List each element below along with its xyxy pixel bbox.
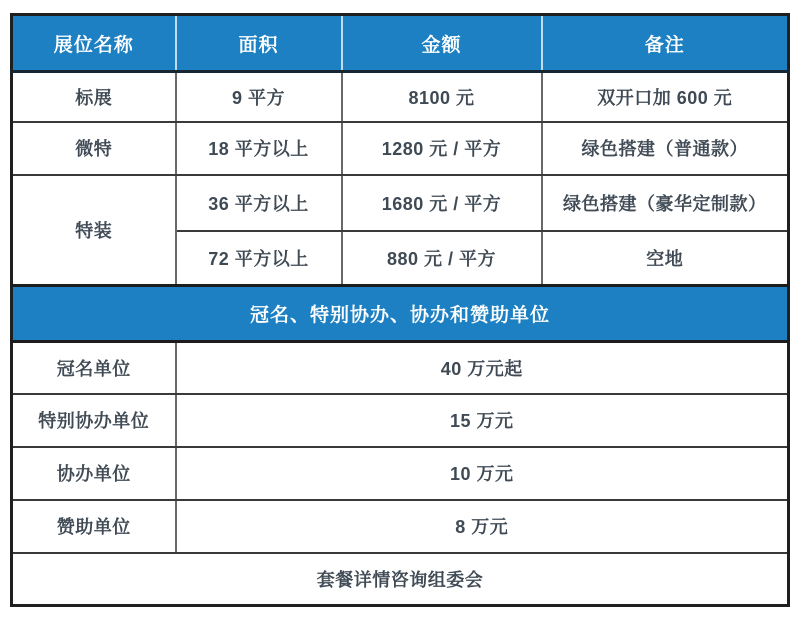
area-cell: 72 平方以上 <box>176 231 342 286</box>
note-cell: 双开口加 600 元 <box>542 72 789 122</box>
booth-row <box>12 122 789 175</box>
note-cell: 绿色搭建（普通款） <box>542 122 789 175</box>
header-cell-note: 备注 <box>542 15 789 72</box>
sponsor-value-cell: 15 万元 <box>176 394 789 447</box>
price-cell: 1280 元 / 平方 <box>342 122 542 175</box>
area-cell: 18 平方以上 <box>176 122 342 175</box>
pricing-table <box>10 13 790 607</box>
sponsor-row <box>12 447 789 500</box>
header-cell-booth: 展位名称 <box>12 15 176 72</box>
header-row <box>12 15 789 72</box>
sponsor-row <box>12 342 789 394</box>
price-cell: 8100 元 <box>342 72 542 122</box>
note-cell: 空地 <box>542 231 789 286</box>
sponsor-value-cell: 40 万元起 <box>176 342 789 394</box>
price-cell: 1680 元 / 平方 <box>342 175 542 231</box>
footer-cell: 套餐详情咨询组委会 <box>12 553 789 606</box>
sponsor-label-cell: 赞助单位 <box>12 500 176 553</box>
sponsor-label-cell: 特别协办单位 <box>12 394 176 447</box>
header-cell-price: 金额 <box>342 15 542 72</box>
booth-name-cell: 标展 <box>12 72 176 122</box>
price-cell: 880 元 / 平方 <box>342 231 542 286</box>
header-cell-area: 面积 <box>176 15 342 72</box>
sponsor-row <box>12 500 789 553</box>
sponsor-row <box>12 394 789 447</box>
sponsor-label-cell: 冠名单位 <box>12 342 176 394</box>
banner-row <box>12 286 789 342</box>
sponsor-value-cell: 10 万元 <box>176 447 789 500</box>
booth-name-cell: 微特 <box>12 122 176 175</box>
footer-row <box>12 553 789 606</box>
note-cell: 绿色搭建（豪华定制款） <box>542 175 789 231</box>
booth-row <box>12 175 789 231</box>
area-cell: 9 平方 <box>176 72 342 122</box>
area-cell: 36 平方以上 <box>176 175 342 231</box>
booth-name-cell: 特装 <box>12 175 176 286</box>
sponsor-value-cell: 8 万元 <box>176 500 789 553</box>
banner-cell: 冠名、特别协办、协办和赞助单位 <box>12 286 789 342</box>
booth-row <box>12 72 789 122</box>
sponsor-label-cell: 协办单位 <box>12 447 176 500</box>
